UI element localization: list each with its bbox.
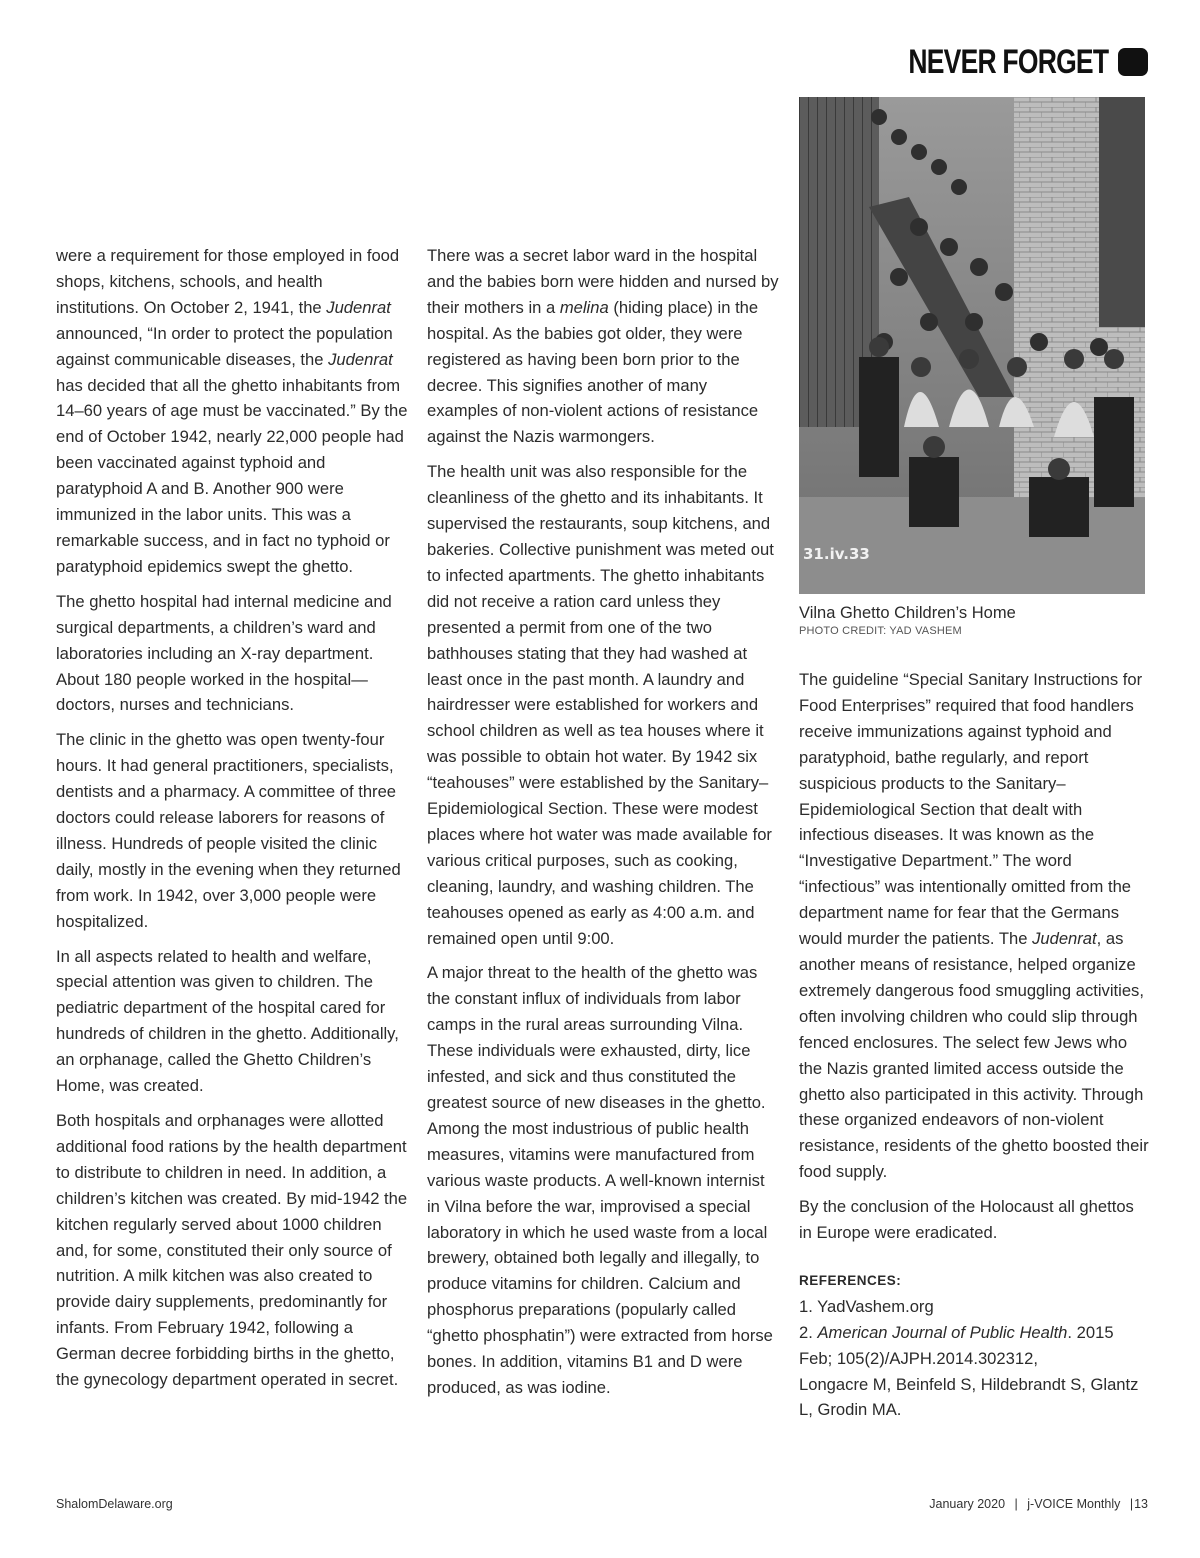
references-heading: REFERENCES:	[799, 1272, 902, 1288]
page-number: 13	[1134, 1497, 1148, 1511]
childrens-home-photo	[799, 97, 1145, 594]
photo-illustration	[799, 97, 1145, 594]
paragraph: The health unit was also responsible for the cleanliness of the ghetto and its inhabitants. It supervised the restaurants, soup kitchens, and bakeries. Collective punishment was meted out to infected apartments. The ghetto inhabitants did not receive a ration card unless they presented a permit from one of the two bathhouses stating that they had washed at least once in the past month. A laundry and hairdresser were established for workers and school children as well as tea houses where it was possible to obtain hot water. By 1942 six “teahouses” were established by the Sanitary–Epidemiological Section. These were modest places where hot water was made available for various critical purposes, such as cooking, cleaning, laundry, and washing children. The teahouses opened as early as 4:00 a.m. and remained open until 9:00.	[427, 462, 774, 948]
references	[799, 1268, 1151, 1423]
paragraph: The clinic in the ghetto was open twenty-four hours. It had general practitioners, specialists, dentists and a pharmacy. A committee of three doctors could release laborers for reasons of illness. Hundreds of people visited the clinic daily, mostly in the evening when they returned from work. In 1942, over 3,000 people were hospitalized.	[56, 730, 401, 931]
paragraph: The ghetto hospital had internal medicine and surgical departments, a children’s ward and laboratories including an X-ray department. About 180 people worked in the hospital—doctors, nurses and technicians.	[56, 591, 392, 715]
footer-date: January 2020	[929, 1497, 1006, 1511]
footer-separator: |	[1014, 1497, 1018, 1511]
column-1	[56, 243, 408, 1402]
footer-info	[923, 1497, 1148, 1511]
paragraph: A major threat to the health of the ghetto was the constant influx of individuals from labor camps in the rural areas surrounding Vilna. These individuals were exhausted, dirty, lice infested, and sick and thus constituted the greatest source of new diseases in the ghetto. Among the most industrious of public health measures, vitamins were manufactured from various waste products. A well-known internist in Vilna before the war, improvised a special laboratory in which he used waste from a local brewery, obtained both legally and illegally, to produce vitamins for children. Calcium and phosphorus preparations (popularly called “ghetto phosphatin”) were extracted from horse bones. In addition, vitamins B1 and D were produced, as was iodine.	[427, 963, 773, 1397]
paragraph: By the conclusion of the Holocaust all ghettos in Europe were eradicated.	[799, 1197, 1134, 1243]
footer-separator: |	[1129, 1497, 1134, 1511]
photo-caption	[799, 602, 1145, 638]
paragraph: were a requirement for those employed in food shops, kitchens, schools, and health institutions. On October 2, 1941, the Judenrat announced, “In order to protect the population against communicable diseases, the Judenrat has decided that all the ghetto inhabitants from 14–60 years of age must be vaccinated.” By the end of October 1942, nearly 22,000 people had been vaccinated against typhoid and paratyphoid A and B. Another 900 were immunized in the labor units. This was a remarkable success, and in fact no typhoid or paratyphoid epidemics swept the ghetto.	[56, 246, 408, 576]
paragraph: In all aspects related to health and welfare, special attention was given to children. The pediatric department of the hospital cared for hundreds of children in the ghetto. Additionally, an orphanage, called the Ghetto Children’s Home, was created.	[56, 946, 399, 1096]
reference-item: Longacre M, Beinfeld S, Hildebrandt S, Glantz L, Grodin MA.	[799, 1374, 1139, 1420]
section-title: NEVER FORGET	[908, 43, 1108, 81]
page-header	[852, 42, 1148, 82]
reference-item: 1. YadVashem.org	[799, 1296, 934, 1316]
paragraph: There was a secret labor ward in the hospital and the babies born were hidden and nursed by their mothers in a melina (hiding place) in the hospital. As the babies got older, they were registered as having been born prior to the decree. This signifies another of many examples of non-violent actions of resistance against the Nazis warmongers.	[427, 246, 779, 447]
footer-publication: j-VOICE Monthly	[1027, 1497, 1121, 1511]
reference-item: 2. American Journal of Public Health. 2015 Feb; 105(2)/AJPH.2014.302312,	[799, 1322, 1114, 1368]
caption-title: Vilna Ghetto Children’s Home	[799, 604, 1016, 622]
column-2	[427, 243, 779, 1410]
photo-date-mark: 31.iv.33	[803, 545, 870, 563]
header-marker-block	[1118, 48, 1148, 76]
photo-credit: PHOTO CREDIT: YAD VASHEM	[799, 625, 962, 637]
paragraph: The guideline “Special Sanitary Instructions for Food Enterprises” required that food handlers receive immunizations against typhoid and paratyphoid, bathe regularly, and report suspicious products to the Sanitary–Epidemiological Section that dealt with infectious diseases. It was known as the “Investigative Department.” The word “infectious” was intentionally omitted from the department name for fear that the Germans would murder the patients. The Judenrat, as another means of resistance, helped organize extremely dangerous food smuggling activities, often involving children who could slip through fenced enclosures. The select few Jews who the Nazis granted limited access outside the ghetto also participated in this activity. Through these organized endeavors of non-violent resistance, residents of the ghetto boosted their food supply.	[799, 670, 1149, 1182]
column-3	[799, 667, 1151, 1423]
paragraph: Both hospitals and orphanages were allotted additional food rations by the health department to distribute to children in need. In addition, a children’s kitchen was created. By mid-1942 the kitchen regularly served about 1000 children and, for some, constituted their only source of nutrition. A milk kitchen was also created to provide dairy supplements, predominantly for infants. From February 1942, following a German decree forbidding births in the ghetto, the gynecology department operated in secret.	[56, 1111, 408, 1390]
footer-site: ShalomDelaware.org	[56, 1497, 173, 1511]
